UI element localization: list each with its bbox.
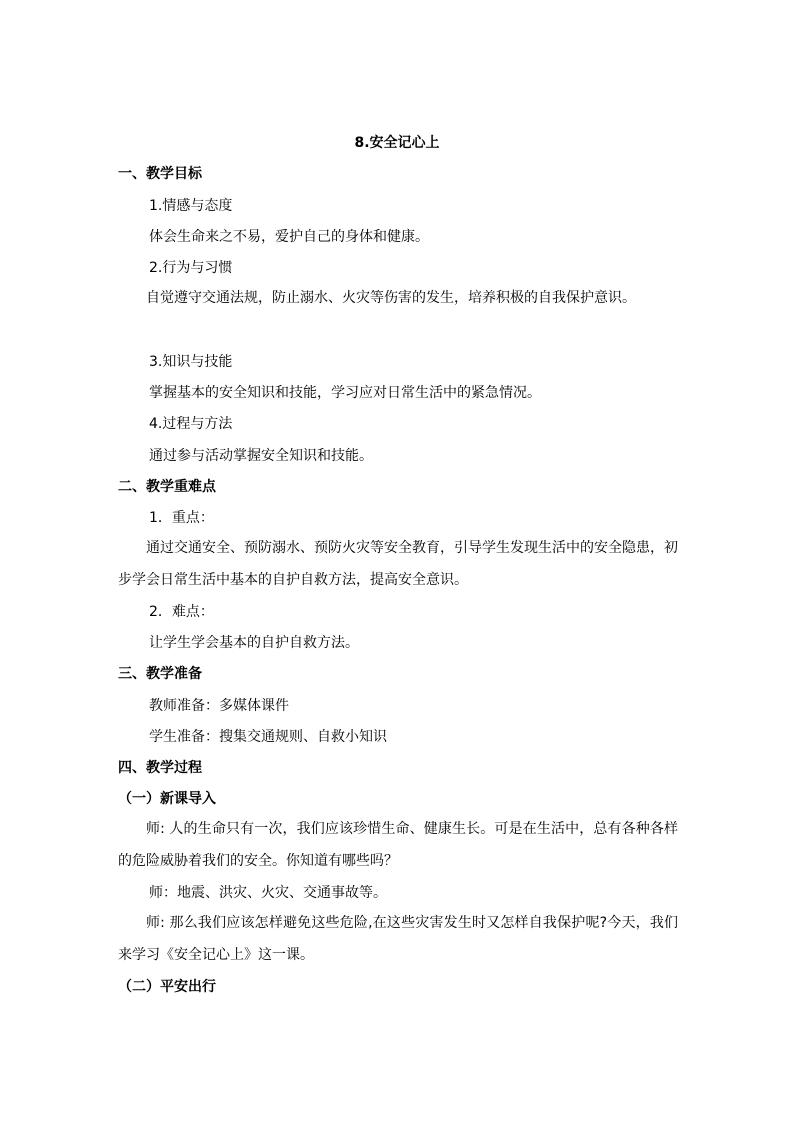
- paragraph-teacher-answer: 师：地震、洪灾、火灾、交通事故等。: [149, 885, 387, 901]
- paragraph-difficult-point: 让学生学会基本的自护自救方法。: [149, 635, 359, 651]
- paragraph-emotion-attitude: 体会生命来之不易，爱护自己的身体和健康。: [149, 229, 429, 245]
- paragraph-knowledge-skill: 掌握基本的安全知识和技能，学习应对日常生活中的紧急情况。: [149, 385, 541, 401]
- subheading-process-method: 4.过程与方法: [149, 416, 233, 432]
- subheading-emotion-attitude: 1.情感与态度: [149, 198, 233, 214]
- paragraph-student-preparation: 学生准备：搜集交通规则、自救小知识: [149, 729, 387, 745]
- paragraph-teacher-preparation: 教师准备：多媒体课件: [149, 698, 289, 714]
- paragraph-teacher-intro: 师: 人的生命只有一次，我们应该珍惜生命、健康生长。可是在生活中，总有各种各样的危险威胁着我们的安全。你知道有哪些吗？: [118, 821, 678, 869]
- paragraph-process-method: 通过参与活动掌握安全知识和技能。: [149, 448, 373, 464]
- section-heading-objectives: 一、教学目标: [118, 166, 202, 182]
- paragraph-behavior-habit: 自觉遵守交通法规，防止溺水、火灾等伤害的发生，培养积极的自我保护意识。: [146, 290, 636, 306]
- document-title: 8.安全记心上: [354, 135, 440, 151]
- section-heading-key-points: 二、教学重难点: [118, 479, 216, 495]
- subheading-behavior-habit: 2.行为与习惯: [149, 260, 233, 276]
- subheading-knowledge-skill: 3.知识与技能: [149, 354, 233, 370]
- subheading-difficult-point: 2．难点：: [149, 604, 214, 620]
- section-heading-preparation: 三、教学准备: [118, 666, 202, 682]
- subheading-safe-travel: （二）平安出行: [118, 979, 216, 995]
- subheading-key-point: 1．重点：: [149, 510, 214, 526]
- section-heading-process: 四、教学过程: [118, 760, 202, 776]
- subheading-introduction: （一）新课导入: [118, 791, 216, 807]
- paragraph-teacher-question: 师: 那么我们应该怎样避免这些危险,在这些灾害发生时又怎样自我保护呢?今天，我们来学习《安全记心上》这一课。: [118, 915, 678, 963]
- paragraph-key-point: 通过交通安全、预防溺水、预防火灾等安全教育，引导学生发现生活中的安全隐患，初步学会日常生活中基本的自护自救方法，提高安全意识。: [118, 540, 678, 588]
